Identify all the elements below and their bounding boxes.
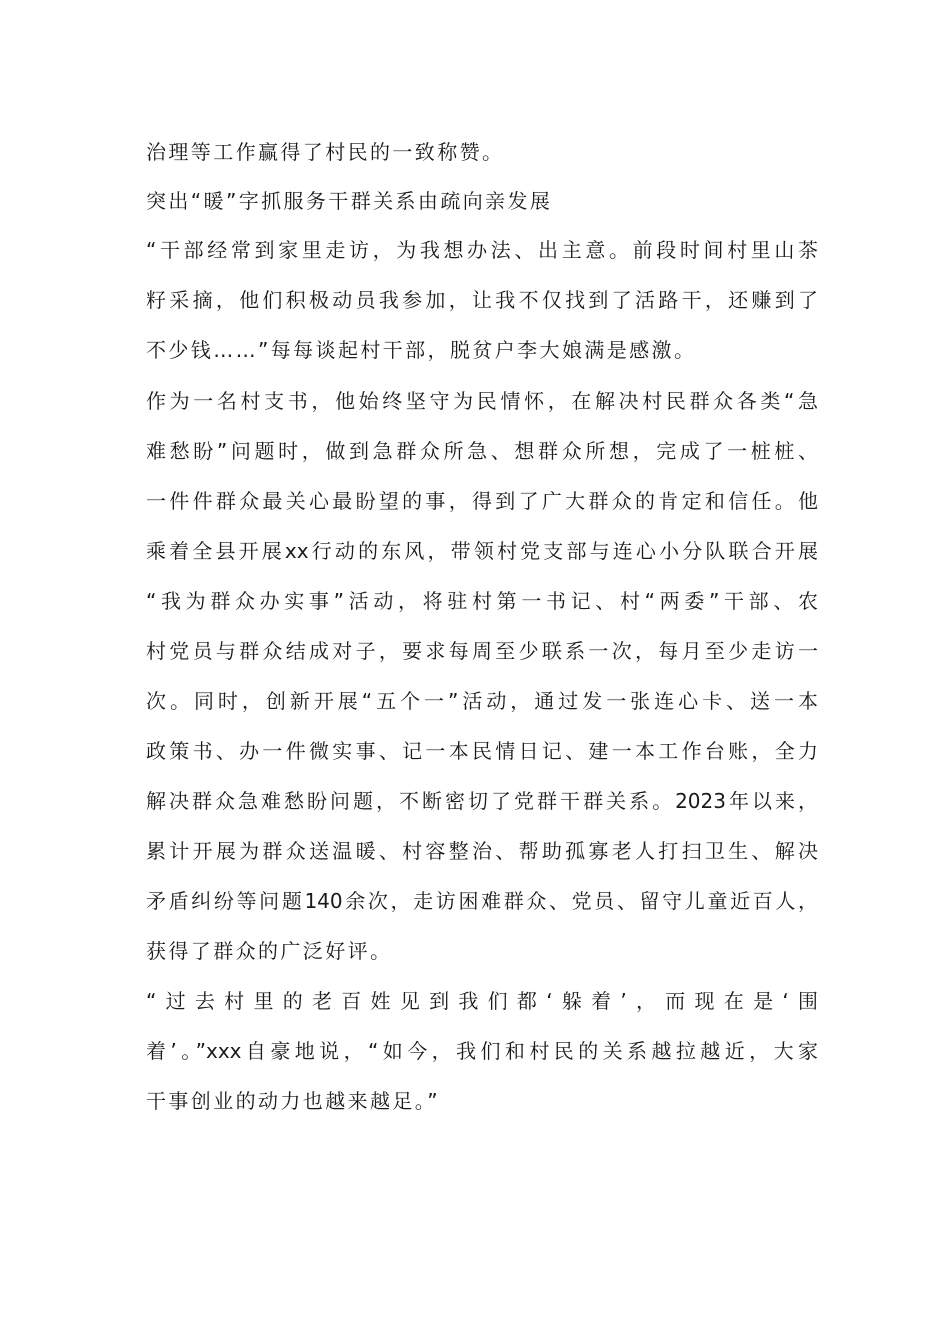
text-line: 作为一名村支书，他始终坚守为民情怀，在解决村民群众各类“急 bbox=[146, 389, 818, 413]
text-line: “我为群众办实事”活动，将驻村第一书记、村“两委”干部、农 bbox=[146, 589, 818, 613]
text-line: 不少钱……”每每谈起村干部，脱贫户李大娘满是感激。 bbox=[146, 338, 697, 362]
text-line: 次。同时，创新开展“五个一”活动，通过发一张连心卡、送一本 bbox=[146, 689, 818, 713]
text-line: 解决群众急难愁盼问题，不断密切了党群干群关系。2023年以来， bbox=[146, 789, 818, 813]
text-line: 一件件群众最关心最盼望的事，得到了广大群众的肯定和信任。他 bbox=[146, 489, 818, 513]
text-line: 村党员与群众结成对子，要求每周至少联系一次，每月至少走访一 bbox=[146, 639, 818, 663]
text-line: 矛盾纠纷等问题140余次，走访困难群众、党员、留守儿童近百人， bbox=[146, 889, 818, 913]
text-line: 获得了群众的广泛好评。 bbox=[146, 939, 393, 963]
text-line: 籽采摘，他们积极动员我参加，让我不仅找到了活路干，还赚到了 bbox=[146, 288, 818, 312]
text-line: 乘着全县开展xx行动的东风，带领村党支部与连心小分队联合开展 bbox=[146, 539, 818, 563]
text-line: “过去村里的老百姓见到我们都‘躲着’，而现在是‘围 bbox=[146, 989, 818, 1013]
text-line: 累计开展为群众送温暖、村容整治、帮助孤寡老人打扫卫生、解决 bbox=[146, 839, 818, 863]
text-line: 治理等工作赢得了村民的一致称赞。 bbox=[146, 140, 505, 164]
section-heading: 突出“暖”字抓服务干群关系由疏向亲发展 bbox=[146, 189, 553, 213]
text-line: 难愁盼”问题时，做到急群众所急、想群众所想，完成了一桩桩、 bbox=[146, 439, 818, 463]
text-line: “干部经常到家里走访，为我想办法、出主意。前段时间村里山茶 bbox=[146, 238, 818, 262]
text-line: 干事创业的动力也越来越足。” bbox=[146, 1089, 440, 1113]
text-line: 着’。”xxx自豪地说，“如今，我们和村民的关系越拉越近，大家 bbox=[146, 1039, 818, 1063]
text-line: 政策书、办一件微实事、记一本民情日记、建一本工作台账，全力 bbox=[146, 739, 818, 763]
